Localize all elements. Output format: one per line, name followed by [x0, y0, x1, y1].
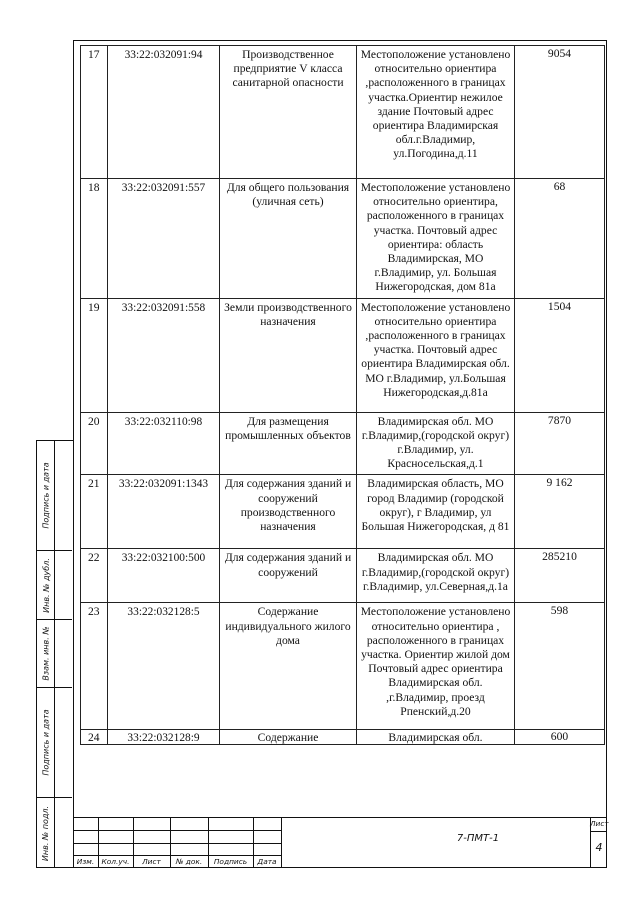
cadastral-number: 33:22:032091:1343: [108, 475, 220, 549]
table-row: [81, 179, 605, 299]
cadastral-number: 33:22:032091:558: [108, 298, 220, 412]
cadastral-number: 33:22:032091:557: [108, 179, 220, 299]
table-row: [81, 298, 605, 412]
cadastral-number: 33:22:032110:98: [108, 412, 220, 475]
hdr-kol-uch: Кол.уч.: [101, 857, 130, 866]
location: Местоположение установлено относительно ориентира ,расположенного в границах участка.Ориентир нежилое здание Почтовый адрес ориентира Владимирская обл.г.Владимир, ул.Погодина,д.11: [357, 46, 515, 179]
permitted-use: Содержание индивидуального жилого дома: [220, 603, 357, 730]
row-number: 17: [81, 46, 108, 179]
hdr-izm: Изм.: [76, 857, 95, 866]
table-row: [81, 412, 605, 475]
hdr-podpis: Подпись: [213, 857, 248, 866]
cadastral-number: 33:22:032100:500: [108, 549, 220, 603]
area: 1504: [515, 298, 605, 412]
area: 9 162: [515, 475, 605, 549]
cadastral-number: 33:22:032128:5: [108, 603, 220, 730]
land-plots-table: [80, 45, 605, 745]
location: Местоположение установлено относительно ориентира, расположенного в границах участка. Почтовый адрес ориентира: область Владимирская, МО г.Владимир, ул. Большая Нижегородская, дом 81а: [357, 179, 515, 299]
table-row: [81, 46, 605, 179]
stamp-inv-podl: Инв. № подл.: [41, 805, 51, 862]
row-number: 18: [81, 179, 108, 299]
hdr-data: Дата: [257, 857, 277, 866]
row-number: 20: [81, 412, 108, 475]
stamp-sign-date: Подпись и дата: [37, 441, 72, 551]
area: 9054: [515, 46, 605, 179]
permitted-use: Для содержания зданий и сооружений производственного назначения: [220, 475, 357, 549]
stamp-vzam-inv: Взам. инв. №: [37, 620, 72, 688]
cadastral-number: 33:22:032091:94: [108, 46, 220, 179]
row-number: 21: [81, 475, 108, 549]
document-code: 7-ПМТ-1: [456, 833, 500, 844]
permitted-use: Производственное предприятие V класса санитарной опасности: [220, 46, 357, 179]
row-number: 22: [81, 549, 108, 603]
sheet-label: Лист: [590, 819, 609, 828]
table-row: [81, 475, 605, 549]
permitted-use: Земли производственного назначения: [220, 298, 357, 412]
table-row: [81, 549, 605, 603]
hdr-list: Лист: [142, 857, 161, 866]
location: Владимирская обл. МО г.Владимир,(городской округ) г.Владимир, ул.Северная,д.1а: [357, 549, 515, 603]
table-row: [81, 730, 605, 745]
area: 68: [515, 179, 605, 299]
left-stamp: [36, 440, 73, 868]
location: Владимирская область, МО город Владимир (городской округ), г Владимир, ул Большая Нижегородская, д 81: [357, 475, 515, 549]
row-number: 24: [81, 730, 108, 745]
stamp-sign-date-2: Подпись и дата: [37, 688, 72, 798]
hdr-n-dok: № док.: [175, 857, 203, 866]
location: Местоположение установлено относительно ориентира , расположенного в границах участка. Ориентир жилой дом Почтовый адрес ориентира Владимирская обл. ,г.Владимир, проезд Рпенский,д.20: [357, 603, 515, 730]
sheet-number: 4: [595, 841, 603, 854]
row-number: 19: [81, 298, 108, 412]
area: 598: [515, 603, 605, 730]
location: Владимирская обл.: [357, 730, 515, 745]
stamp-inv-dubl: Инв. № дубл.: [37, 551, 72, 620]
area: 7870: [515, 412, 605, 475]
location: Владимирская обл. МО г.Владимир,(городской округ) г.Владимир, ул. Красносельская,д.1: [357, 412, 515, 475]
permitted-use: Для размещения промышленных объектов: [220, 412, 357, 475]
permitted-use: Содержание: [220, 730, 357, 745]
area: 285210: [515, 549, 605, 603]
permitted-use: Для общего пользования (уличная сеть): [220, 179, 357, 299]
row-number: 23: [81, 603, 108, 730]
cadastral-number: 33:22:032128:9: [108, 730, 220, 745]
title-block: [73, 817, 607, 868]
location: Местоположение установлено относительно ориентира ,расположенного в границах участка. Почтовый адрес ориентира Владимирская обл. МО г.Владимир, ул.Большая Нижегородская,д.81а: [357, 298, 515, 412]
permitted-use: Для содержания зданий и сооружений: [220, 549, 357, 603]
table-row: [81, 603, 605, 730]
area: 600: [515, 730, 605, 745]
